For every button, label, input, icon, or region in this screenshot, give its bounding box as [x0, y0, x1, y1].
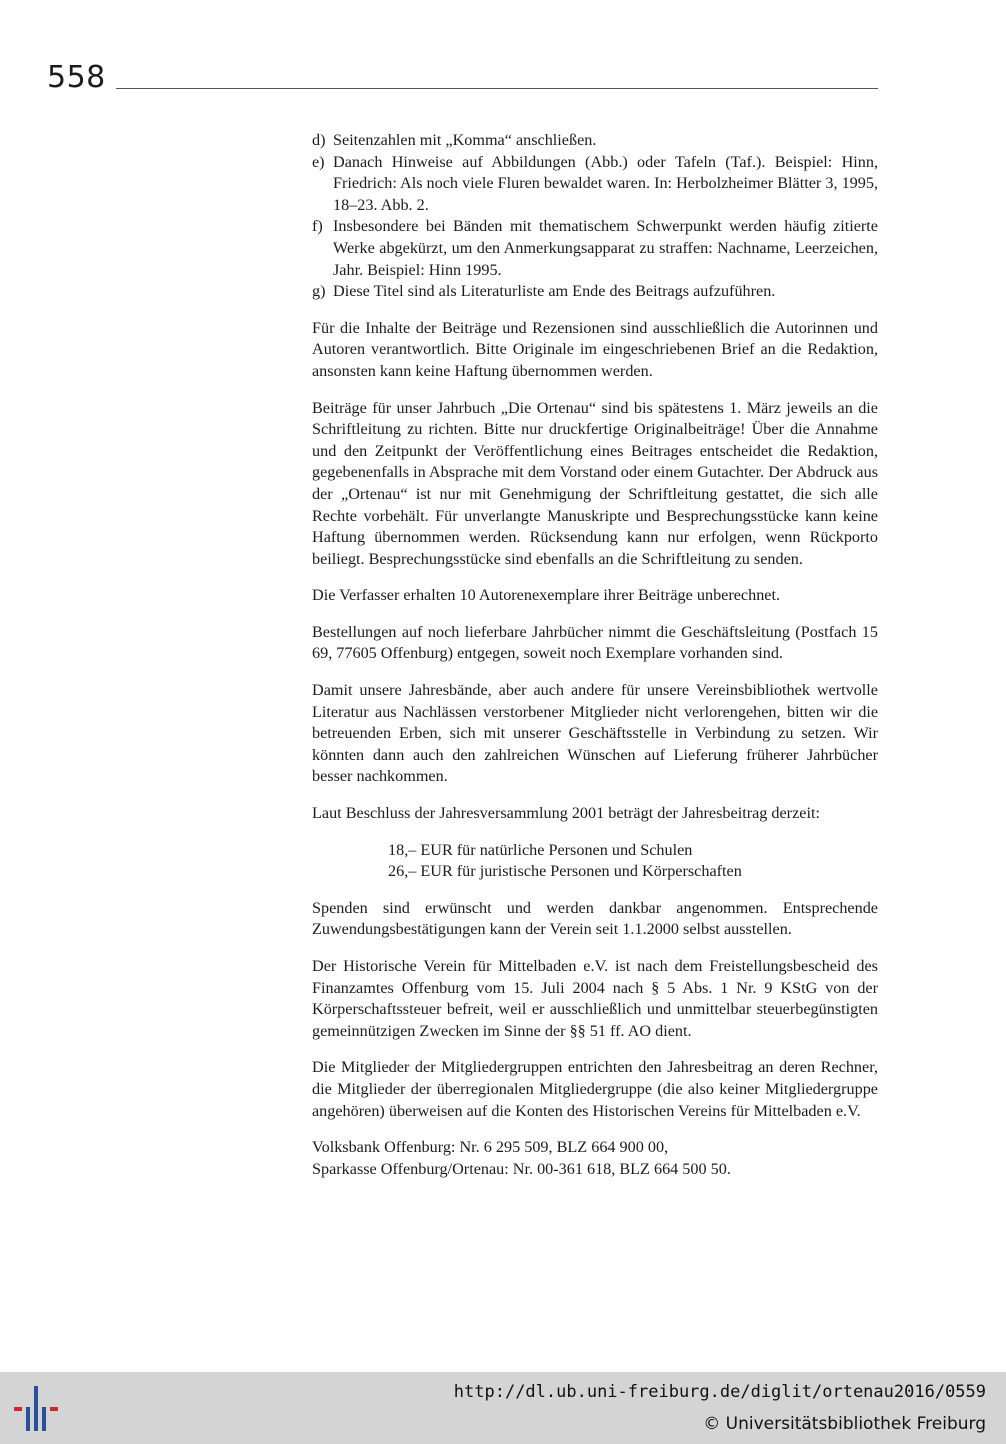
paragraph-orders: Bestellungen auf noch lieferbare Jahrbücher nimmt die Geschäftsleitung (Postfach 15 69, 77605 Offenburg) entgegen, soweit noch Exemplare vorhanden sind. — [312, 622, 878, 663]
page-number: 558 — [47, 60, 106, 95]
paragraph-fee-intro: Laut Beschluss der Jahresversammlung 2001 beträgt der Jahresbeitrag derzeit: — [312, 804, 820, 823]
list-item-g — [312, 281, 878, 303]
list-marker: g) — [312, 282, 326, 301]
paragraph-library: Damit unsere Jahresbände, aber auch andere für unsere Vereinsbibliothek wertvolle Literatur aus Nachlässen verstorbener Mitglieder nicht verlorengehen, bitten wir die betreuenden Erben, sich mit unserer Geschäftsstelle in Verbindung zu setzen. Wir könnten dann auch den zahlreichen Wünschen auf Lieferung früherer Jahrbücher besser nachkommen. — [312, 681, 878, 786]
bank-sparkasse: Sparkasse Offenburg/Ortenau: Nr. 00-361 618, BLZ 664 500 50. — [312, 1159, 731, 1178]
paragraph-responsibility: Für die Inhalte der Beiträge und Rezensionen sind ausschließlich die Autorinnen und Autoren verantwortlich. Bitte Originale im eingeschriebenen Brief an die Redaktion, ansonsten kann keine Haftung übernommen werden. — [312, 318, 878, 380]
bank-volksbank: Volksbank Offenburg: Nr. 6 295 509, BLZ 664 900 00, — [312, 1138, 669, 1157]
paragraph-author-copies: Die Verfasser erhalten 10 Autorenexemplare ihrer Beiträge unberechnet. — [312, 586, 781, 605]
list-item-e — [312, 152, 878, 217]
footer-bar — [0, 1372, 1006, 1444]
list-text: Seitenzahlen mit „Komma“ anschließen. — [333, 131, 597, 149]
list-item-d — [312, 130, 878, 152]
fee-legal-persons: 26,– EUR für juristische Personen und Körperschaften — [388, 862, 742, 881]
source-url[interactable]: http://dl.ub.uni-freiburg.de/diglit/ortenau2016/0559 — [453, 1382, 986, 1402]
list-text: Diese Titel sind als Literaturliste am Ende des Beitrags aufzuführen. — [333, 282, 776, 301]
list-marker: d) — [312, 131, 326, 149]
fee-natural-persons: 18,– EUR für natürliche Personen und Schulen — [388, 840, 693, 859]
list-marker: e) — [312, 152, 325, 171]
paragraph-tax-exemption: Der Historische Verein für Mittelbaden e.V. ist nach dem Freistellungsbescheid des Finanzamtes Offenburg vom 15. Juli 2004 nach § 5 Abs. 1 Nr. 9 KStG von der Körperschaftssteuer befreit, weil er ausschließlich und unmittelbar steuerbegünstigten gemeinnützigen Zwecken im Sinne der §§ 51 ff. AO dient. — [312, 957, 878, 1040]
list-text: Danach Hinweise auf Abbildungen (Abb.) oder Tafeln (Taf.). Beispiel: Hinn, Friedrich: Als noch viele Fluren bewaldet waren. In: Herbolzheimer Blätter 3, 1995, 18–23. Abb. 2. — [333, 152, 878, 214]
paragraph-submissions: Beiträge für unser Jahrbuch „Die Ortenau“ sind bis spätestens 1. März jeweils an die Schriftleitung zu richten. Bitte nur druckfertige Originalbeiträge! Über die Annahme und den Zeitpunkt der Veröffentlichung eines Beitrages entscheidet die Redaktion, gegebenenfalls in Absprache mit dem Vorstand oder einem Gutachter. Der Abdruck aus der „Ortenau“ ist nur mit Genehmigung der Schriftleitung gestattet, die sich alle Rechte vorbehält. Für unverlangte Manuskripte und Besprechungsstücke kann keine Haftung übernommen werden. Rücksendung kann nur erfolgen, wenn Rückporto beiliegt. Besprechungsstücke sind ebenfalls an die Schriftleitung zu senden. — [312, 398, 878, 568]
header-rule — [116, 88, 878, 89]
copyright-notice: © Universitätsbibliothek Freiburg — [703, 1414, 986, 1434]
list-item-f — [312, 216, 878, 281]
list-marker: f) — [312, 217, 323, 236]
fee-list — [312, 840, 878, 883]
paragraph-member-groups: Die Mitglieder der Mitgliedergruppen entrichten den Jahresbeitrag an deren Rechner, die Mitglieder der überregionalen Mitgliedergruppe (die also keiner Mitgliedergruppe angehören) überweisen auf die Konten des Historischen Vereins für Mittelbaden e.V. — [312, 1058, 878, 1120]
document-body — [312, 130, 878, 1180]
ub-freiburg-logo-icon — [12, 1380, 66, 1436]
paragraph-donations: Spenden sind erwünscht und werden dankbar angenommen. Entsprechende Zuwendungsbestätigungen kann der Verein seit 1.1.2000 selbst ausstellen. — [312, 898, 878, 939]
list-text: Insbesondere bei Bänden mit thematischem Schwerpunkt werden häufig zitierte Werke abgekürzt, um den Anmerkungsapparat zu straffen: Nachname, Leerzeichen, Jahr. Beispiel: Hinn 1995. — [333, 217, 878, 279]
